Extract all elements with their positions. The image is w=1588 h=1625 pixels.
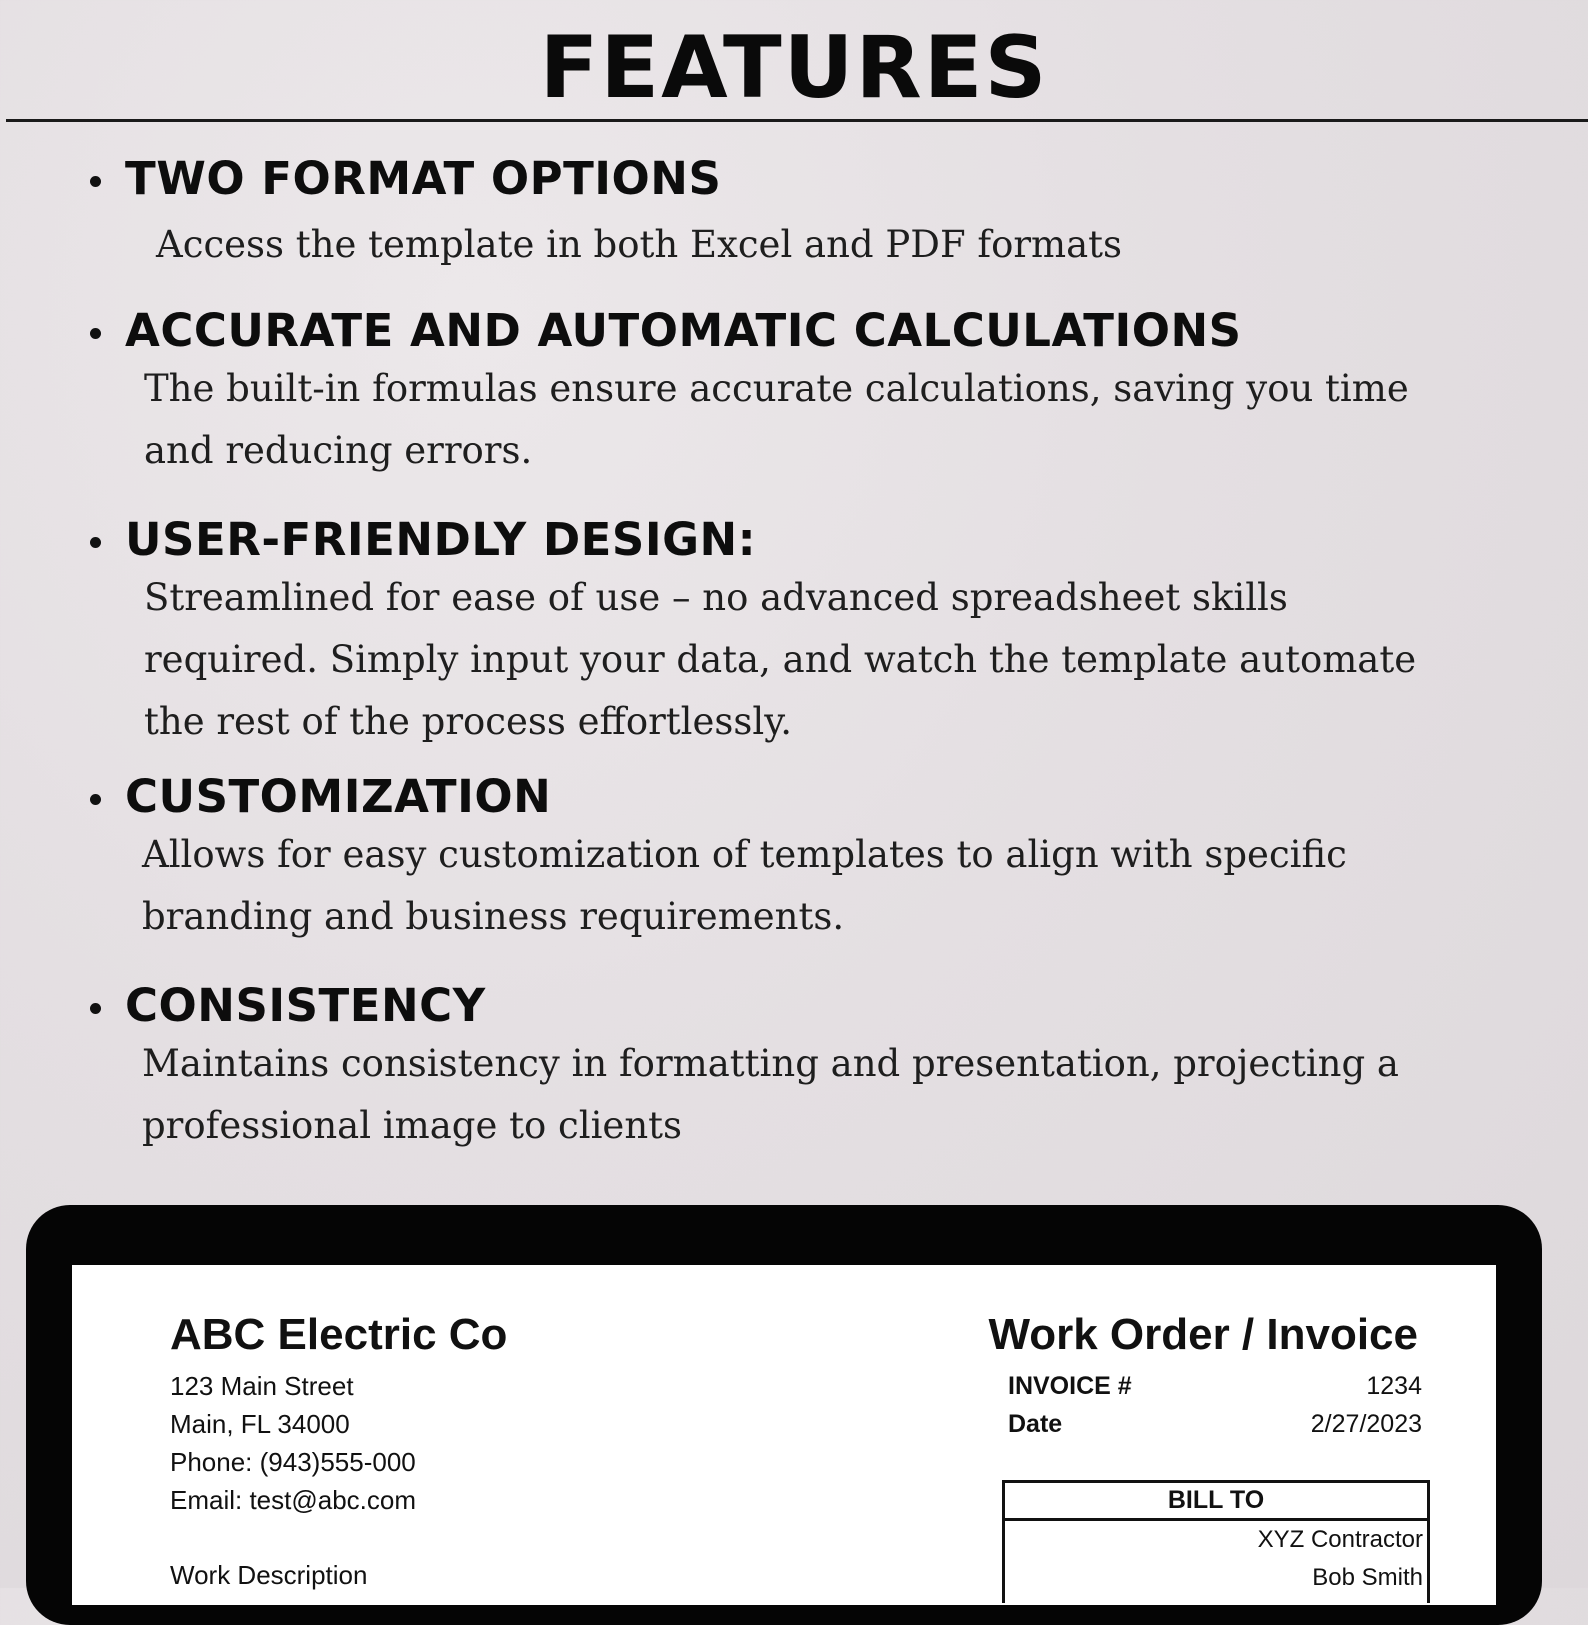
feature-description bbox=[90, 1033, 1550, 1157]
feature-description-line: required. Simply input your data, and watch the template automate bbox=[144, 638, 1417, 681]
feature-description-line: and reducing errors. bbox=[144, 429, 533, 472]
company-address-line2: Main, FL 34000 bbox=[170, 1409, 350, 1439]
feature-heading: ACCURATE AND AUTOMATIC CALCULATIONS bbox=[125, 303, 1242, 357]
bullet-icon bbox=[90, 176, 101, 187]
feature-heading: CUSTOMIZATION bbox=[125, 769, 552, 823]
page-title: FEATURES bbox=[539, 18, 1049, 118]
bill-to-box bbox=[1002, 1480, 1430, 1603]
bullet-icon bbox=[90, 1003, 101, 1014]
company-email: Email: test@abc.com bbox=[170, 1485, 417, 1515]
feature-description-line: Streamlined for ease of use – no advanced spreadsheet skills bbox=[144, 576, 1288, 619]
feature-description bbox=[90, 567, 1550, 753]
title-divider bbox=[6, 119, 1588, 122]
feature-heading: CONSISTENCY bbox=[125, 978, 486, 1032]
bill-to-contact: Bob Smith bbox=[1312, 1564, 1423, 1591]
feature-customization bbox=[90, 768, 1550, 948]
feature-description-line: Access the template in both Excel and PDF formats bbox=[156, 223, 1123, 266]
feature-description bbox=[90, 214, 1550, 276]
bullet-icon bbox=[90, 328, 101, 339]
invoice-number-label: INVOICE # bbox=[1008, 1372, 1132, 1400]
company-phone: Phone: (943)555-000 bbox=[170, 1447, 416, 1477]
company-address-line1: 123 Main Street bbox=[170, 1371, 354, 1401]
invoice-date-label: Date bbox=[1008, 1410, 1063, 1438]
bullet-icon bbox=[90, 794, 101, 805]
feature-description-line: the rest of the process effortlessly. bbox=[144, 700, 792, 743]
feature-description-line: The built-in formulas ensure accurate calculations, saving you time bbox=[144, 367, 1409, 410]
feature-description bbox=[90, 358, 1550, 482]
invoice-title: Work Order / Invoice bbox=[988, 1310, 1418, 1359]
invoice-date-value: 2/27/2023 bbox=[1310, 1410, 1422, 1438]
feature-accurate-calculations bbox=[90, 302, 1550, 482]
invoice-number-value: 1234 bbox=[1366, 1372, 1422, 1400]
feature-description-line: branding and business requirements. bbox=[142, 895, 845, 938]
work-description-label: Work Description bbox=[170, 1560, 368, 1590]
bill-to-company: XYZ Contractor bbox=[1257, 1526, 1423, 1553]
feature-user-friendly-design bbox=[90, 511, 1550, 753]
feature-two-format-options bbox=[90, 150, 1550, 276]
feature-heading: TWO FORMAT OPTIONS bbox=[125, 151, 722, 205]
bill-to-header: BILL TO bbox=[1005, 1483, 1427, 1521]
feature-description bbox=[90, 824, 1550, 948]
feature-consistency bbox=[90, 977, 1550, 1157]
bullet-icon bbox=[90, 537, 101, 548]
feature-description-line: Maintains consistency in formatting and presentation, projecting a bbox=[142, 1042, 1399, 1085]
feature-heading: USER-FRIENDLY DESIGN: bbox=[125, 512, 757, 566]
company-name: ABC Electric Co bbox=[170, 1310, 508, 1359]
feature-description-line: Allows for easy customization of templates to align with specific bbox=[142, 833, 1347, 876]
feature-description-line: professional image to clients bbox=[142, 1104, 683, 1147]
